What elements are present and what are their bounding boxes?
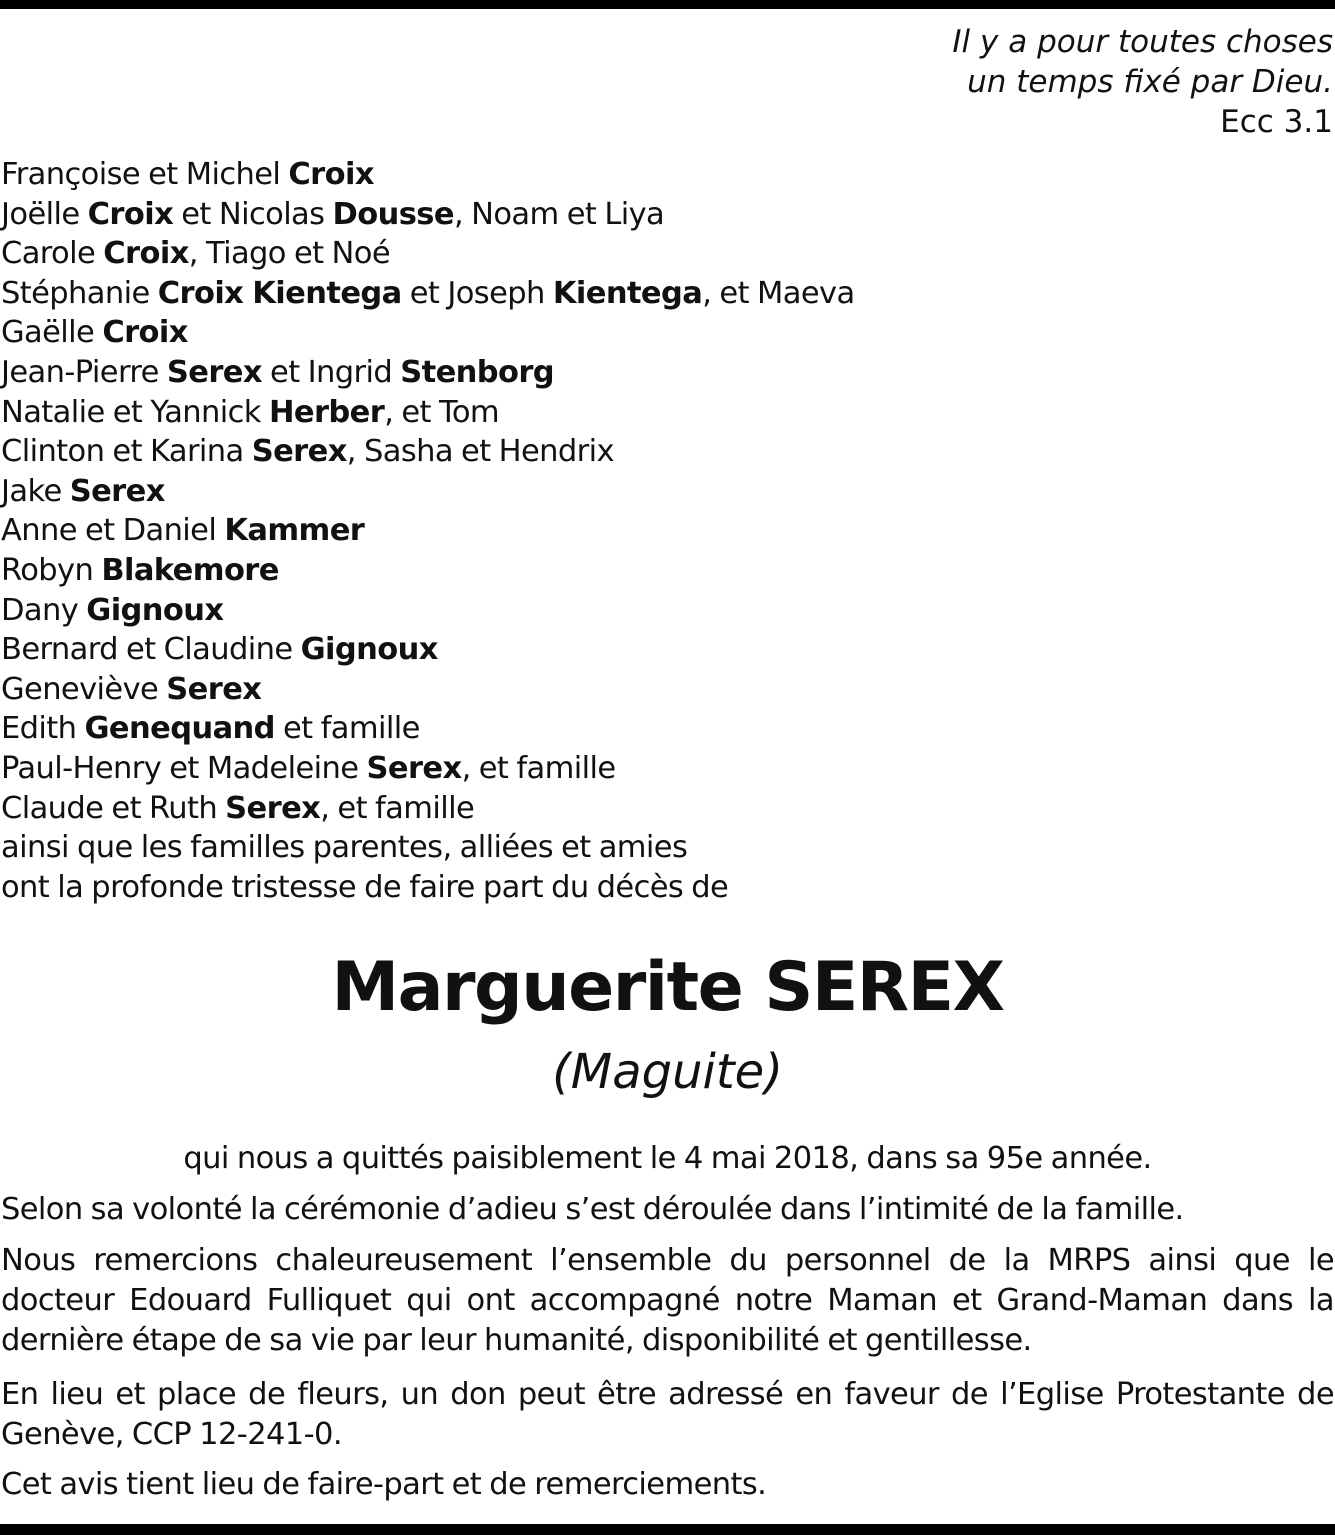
mourner-line	[1, 630, 855, 670]
family-name: Serex	[166, 354, 262, 390]
closing-notice: Cet avis tient lieu de faire-part et de remerciements.	[1, 1467, 767, 1502]
mourner-line	[1, 353, 855, 393]
mourner-text: , et Tom	[384, 394, 500, 430]
family-name: Serex	[225, 790, 321, 826]
mourner-line	[1, 670, 855, 710]
mourner-line	[1, 591, 855, 631]
family-name: Serex	[366, 750, 462, 786]
deceased-name: Marguerite SEREX	[331, 948, 1004, 1027]
mourner-line	[1, 709, 855, 749]
mourner-text: Bernard et Claudine	[1, 632, 301, 668]
mourner-line	[1, 234, 855, 274]
mourner-line	[1, 195, 855, 235]
mourner-text: Françoise et Michel	[1, 157, 289, 192]
mourner-text: ainsi que les familles parentes, alliées et amies	[1, 830, 688, 866]
mourner-text: Natalie et Yannick	[1, 394, 269, 430]
mourner-text: Edith	[1, 711, 85, 747]
mourner-text: et famille	[274, 711, 420, 747]
mourner-line	[1, 511, 855, 551]
mourner-text: et Joseph	[401, 275, 553, 311]
mourner-text: ont la profonde tristesse de faire part du décès de	[1, 869, 729, 905]
family-name: Dousse	[332, 196, 454, 232]
family-name: Croix Kientega	[157, 275, 402, 311]
donation-paragraph: En lieu et place de fleurs, un don peut être adressé en faveur de l’Eglise Protestante de Genève, CCP 12-241-0.	[1, 1377, 1334, 1452]
family-name: Croix	[102, 315, 188, 351]
mourners-list	[1, 155, 855, 907]
mourner-text: Claude et Ruth	[1, 790, 226, 826]
mourner-text: Clinton et Karina	[1, 434, 252, 470]
mourner-text: Carole	[1, 236, 104, 272]
mourner-text: Paul-Henry et Madeleine	[1, 750, 367, 786]
mourner-line	[1, 828, 855, 868]
family-name: Genequand	[84, 711, 275, 747]
mourner-line	[1, 551, 855, 591]
mourner-text: , et Maeva	[702, 275, 855, 311]
mourner-line	[1, 155, 855, 195]
mourner-text: et Ingrid	[261, 354, 401, 390]
epigraph-reference: Ecc 3.1	[1220, 104, 1333, 140]
epigraph-line-2: un temps fixé par Dieu.	[967, 64, 1333, 100]
mourner-text: Gaëlle	[1, 315, 103, 351]
top-rule	[0, 0, 1335, 9]
mourner-line	[1, 749, 855, 789]
mourner-line	[1, 472, 855, 512]
mourner-text: Anne et Daniel	[1, 513, 225, 549]
mourner-line	[1, 313, 855, 353]
mourner-text: Joëlle	[1, 196, 88, 232]
mourner-text: Jake	[1, 473, 70, 509]
mourner-text: , Tiago et Noé	[188, 236, 391, 272]
family-name: Kammer	[224, 513, 365, 549]
mourner-text: , Sasha et Hendrix	[346, 434, 614, 470]
mourner-text: Dany	[1, 592, 87, 628]
mourner-line	[1, 789, 855, 829]
mourner-line	[1, 868, 855, 908]
family-name: Stenborg	[400, 354, 555, 390]
mourner-line	[1, 393, 855, 433]
mourner-text: , et famille	[320, 790, 475, 826]
family-name: Serex	[166, 671, 262, 707]
family-name: Herber	[268, 394, 385, 430]
mourner-text: Geneviève	[1, 671, 167, 707]
mourner-line	[1, 432, 855, 472]
family-name: Blakemore	[101, 552, 279, 588]
deceased-nickname: (Maguite)	[552, 1044, 783, 1100]
ceremony-statement: Selon sa volonté la cérémonie d’adieu s’est déroulée dans l’intimité de la famille.	[1, 1192, 1184, 1227]
mourner-text: , Noam et Liya	[453, 196, 665, 232]
family-name: Kientega	[552, 275, 703, 311]
thanks-paragraph: Nous remercions chaleureusement l’ensemble du personnel de la MRPS ainsi que le docteur Edouard Fulliquet qui ont accompagné notre Maman et Grand-Maman dans la dernière étape de sa vie par leur humanité, disponibilité et gentillesse.	[1, 1243, 1334, 1358]
family-name: Croix	[103, 236, 189, 272]
mourner-text: Jean-Pierre	[1, 354, 167, 390]
family-name: Croix	[288, 157, 374, 192]
family-name: Serex	[69, 473, 165, 509]
family-name: Croix	[87, 196, 174, 232]
mourner-text: , et famille	[461, 750, 616, 786]
passing-statement: qui nous a quittés paisiblement le 4 mai 2018, dans sa 95e année.	[183, 1141, 1152, 1176]
mourner-text: et Nicolas	[173, 196, 333, 232]
mourner-text: Stéphanie	[1, 275, 158, 311]
mourner-line	[1, 274, 855, 314]
family-name: Serex	[251, 434, 347, 470]
mourner-text: Robyn	[1, 552, 102, 588]
epigraph	[952, 22, 1333, 142]
family-name: Gignoux	[300, 632, 438, 668]
family-name: Gignoux	[86, 592, 224, 628]
epigraph-line-1: Il y a pour toutes choses	[952, 24, 1333, 60]
bottom-rule	[0, 1524, 1335, 1535]
